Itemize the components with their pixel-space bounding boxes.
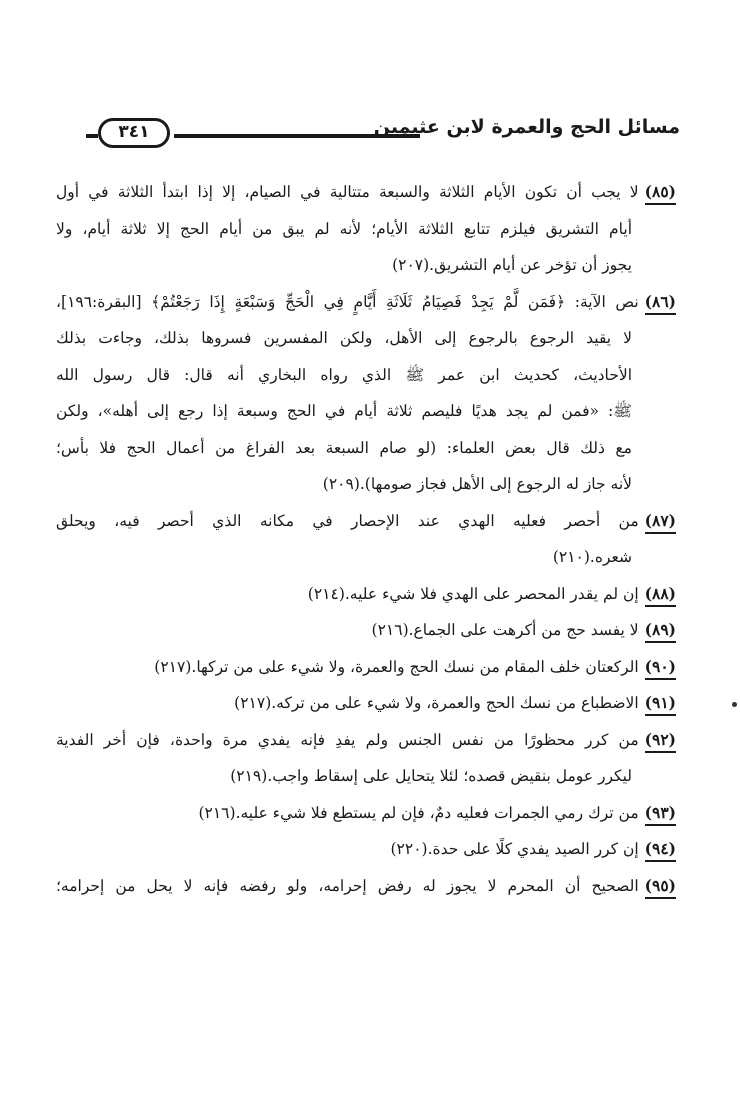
line-text: نص الآية: ﴿فَمَن لَّمْ يَجِدْ فَصِيَامُ ثَلَاثَةِ أَيَّامٍ فِي الْحَجِّ وَسَبْعَةٍ إِذَا رَجَعْتُمْ﴾ [البقرة:١٩٦]، xyxy=(56,292,639,311)
item-number: (٩٢) xyxy=(645,729,676,753)
line-text: الأحاديث، كحديث ابن عمر ﷺ الذي رواه البخاري أنه قال: قال رسول الله xyxy=(56,365,632,384)
line-text: الاضطباع من نسك الحج والعمرة، ولا شيء على من تركه.(٢١٧) xyxy=(234,694,639,712)
continuation-line xyxy=(56,247,676,284)
numbered-item-line xyxy=(56,685,676,722)
numbered-item-line xyxy=(56,576,676,613)
page-header xyxy=(86,108,680,150)
item-number: (٩٠) xyxy=(645,656,676,680)
item-number: (٨٥) xyxy=(645,181,676,205)
continuation-line xyxy=(56,320,676,357)
line-text: ﷺ: «فمن لم يجد هديًا فليصم ثلاثة أيام في الحج وسبعة إذا رجع إلى أهله»، ولكن xyxy=(56,402,632,420)
numbered-item-line xyxy=(56,868,676,905)
line-text: من أحصر فعليه الهدي عند الإحصار في مكانه الذي أحصر فيه، ويحلق xyxy=(56,511,639,530)
line-text: إن لم يقدر المحصر على الهدي فلا شيء عليه.(٢١٤) xyxy=(307,584,639,603)
item-number: (٨٩) xyxy=(645,619,676,643)
line-text: يجوز أن تؤخر عن أيام التشريق.(٢٠٧) xyxy=(392,256,632,274)
line-text: من كرر محظورًا من نفس الجنس ولم يفدِ فإنه يفدي مرة واحدة، فإن أخر الفدية xyxy=(56,730,639,749)
line-text: ليكرر عومل بنقيض قصده؛ لئلا يتحايل على إسقاط واجب.(٢١٩) xyxy=(230,767,632,785)
continuation-line xyxy=(56,466,676,503)
book-title: مسائل الحج والعمرة لابن عثيمين xyxy=(373,116,680,138)
item-number: (٩١) xyxy=(645,692,676,716)
continuation-line xyxy=(56,430,676,467)
line-text: لا يفسد حج من أكرهت على الجماع.(٢١٦) xyxy=(371,621,639,639)
continuation-line xyxy=(56,393,676,430)
numbered-item-line xyxy=(56,722,676,759)
line-text: لا يجب أن تكون الأيام الثلاثة والسبعة متتالية في الصيام، إلا إذا ابتدأ الثلاثة في أول xyxy=(56,183,639,201)
page-number: ٣٤١ xyxy=(98,118,170,148)
continuation-line xyxy=(56,539,676,576)
continuation-line xyxy=(56,357,676,394)
item-number: (٨٨) xyxy=(645,583,676,607)
item-number: (٨٧) xyxy=(645,510,676,534)
numbered-item-line xyxy=(56,649,676,686)
page-body xyxy=(56,174,676,904)
item-number: (٨٦) xyxy=(645,291,676,315)
line-text: لا يقيد الرجوع بالرجوع إلى الأهل، ولكن المفسرين فسروها بذلك، وجاءت بذلك xyxy=(56,329,632,347)
continuation-line xyxy=(56,211,676,248)
numbered-item-line xyxy=(56,795,676,832)
numbered-item-line xyxy=(56,503,676,540)
margin-mark xyxy=(732,702,737,707)
line-text: لأنه جاز له الرجوع إلى الأهل فجاز صومها).(٢٠٩) xyxy=(322,475,632,493)
numbered-item-line xyxy=(56,174,676,211)
line-text: الصحيح أن المحرم لا يجوز له رفض إحرامه، ولو رفضه فإنه لا يحل من إحرامه؛ xyxy=(56,876,639,895)
numbered-item-line xyxy=(56,831,676,868)
line-text: مع ذلك قال بعض العلماء: (لو صام السبعة بعد الفراغ من أعمال الحج فلا بأس؛ xyxy=(56,438,632,457)
line-text: الركعتان خلف المقام من نسك الحج والعمرة، ولا شيء على من تركها.(٢١٧) xyxy=(154,657,639,676)
line-text: شعره.(٢١٠) xyxy=(552,548,632,566)
line-text: من ترك رمي الجمرات فعليه دمٌ، فإن لم يستطع فلا شيء عليه.(٢١٦) xyxy=(198,803,639,822)
line-text: أيام التشريق فيلزم تتابع الثلاثة الأيام؛ لأنه لم يبق من أيام الحج إلا ثلاثة أيام، ولا xyxy=(56,219,632,238)
header-rule xyxy=(174,134,420,138)
header-rule-end xyxy=(86,134,98,138)
item-number: (٩٤) xyxy=(645,838,676,862)
item-number: (٩٥) xyxy=(645,875,676,899)
numbered-item-line xyxy=(56,284,676,321)
line-text: إن كرر الصيد يفدي كلًا على حدة.(٢٢٠) xyxy=(390,840,639,858)
numbered-item-line xyxy=(56,612,676,649)
item-number: (٩٣) xyxy=(645,802,676,826)
continuation-line xyxy=(56,758,676,795)
